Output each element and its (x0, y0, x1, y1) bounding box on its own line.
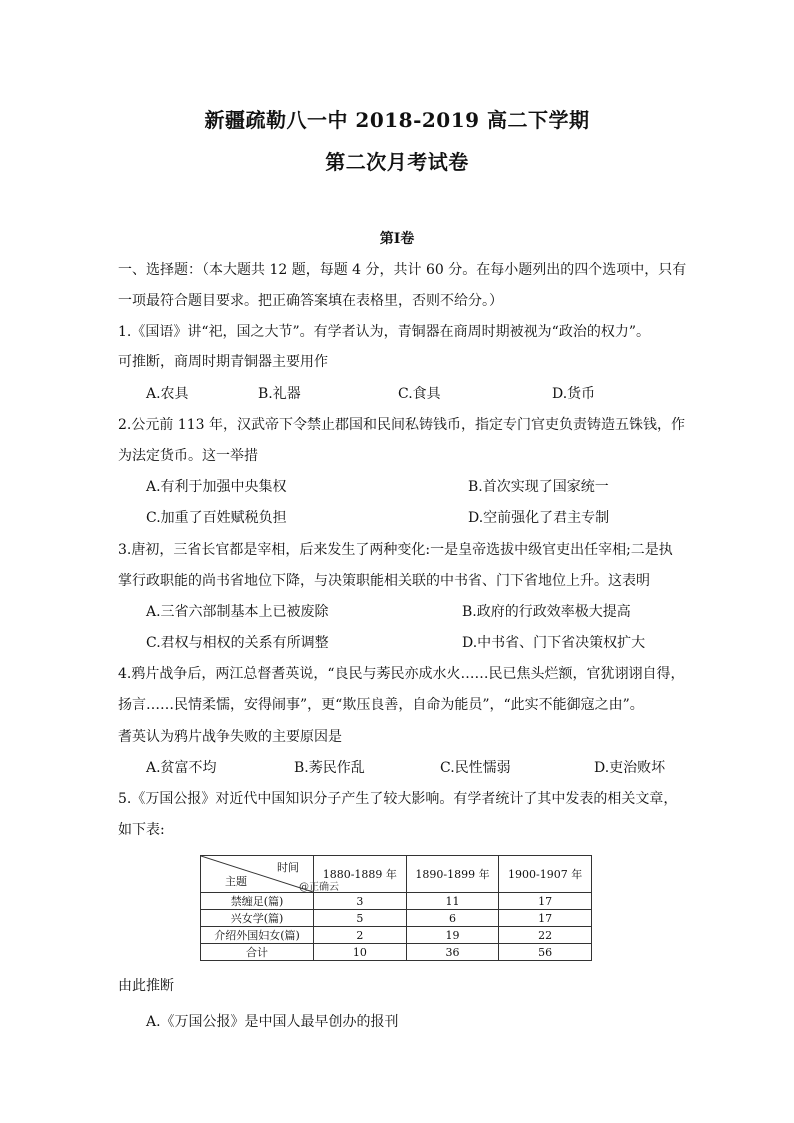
q5-option-a: A.《万国公报》是中国人最早创办的报刊 (146, 1014, 399, 1030)
watermark-text: @正确云 (299, 882, 339, 893)
table-cell: 36 (406, 944, 499, 961)
q1-option-d: D.货币 (552, 386, 596, 402)
q1-stem-line-1: 1.《国语》讲“祀，国之大节”。有学者认为，青铜器在商周时期被视为“政治的权力”。 (118, 324, 650, 340)
q4-option-a: A.贫富不均 (146, 760, 217, 776)
q4-option-d: D.吏治败坏 (594, 760, 666, 776)
table-column-header: 1880-1889 年 (314, 856, 407, 893)
instructions-line-1: 一、选择题：（本大题共 12 题，每题 4 分，共计 60 分。在每小题列出的四个选项中，只有 (118, 262, 687, 278)
q4-stem-line-3: 耆英认为鸦片战争失败的主要原因是 (118, 729, 342, 745)
table-row (201, 910, 592, 927)
table-row-label: 介绍外国妇女(篇) (201, 927, 314, 944)
table-header-row (201, 856, 592, 893)
table-cell: 2 (314, 927, 407, 944)
table-row-label: 合计 (201, 944, 314, 961)
q4-stem-line-1: 4.鸦片战争后，两江总督耆英说，“良民与莠民亦成水火……民已焦头烂额，官犹诩诩自得， (118, 666, 685, 682)
table-cell: 5 (314, 910, 407, 927)
q4-option-b: B.莠民作乱 (294, 760, 365, 776)
q2-option-c: C.加重了百姓赋税负担 (146, 510, 287, 526)
q5-stem-line-1: 5.《万国公报》对近代中国知识分子产生了较大影响。有学者统计了其中发表的相关文章， (118, 791, 678, 807)
exam-title: 新疆疏勒八一中 2018-2019 高二下学期 (204, 108, 590, 132)
q1-option-a: A.农具 (146, 386, 189, 402)
q3-option-a: A.三省六部制基本上已被废除 (146, 604, 329, 620)
q4-stem-line-2: 扬言……民情柔懦，安得闹事”，更“欺压良善，自命为能员”，“此实不能御寇之由”。 (118, 697, 644, 713)
q1-stem-line-2: 可推断，商周时期青铜器主要用作 (118, 354, 328, 370)
table-column-header: 1900-1907 年 (499, 856, 592, 893)
q2-option-b: B.首次实现了国家统一 (468, 479, 609, 495)
table-row (201, 893, 592, 910)
table-corner-cell (201, 856, 339, 893)
table-row (201, 944, 592, 961)
q2-stem-line-1: 2.公元前 113 年，汉武帝下令禁止郡国和民间私铸钱币，指定专门官吏负责铸造五铢钱，作 (118, 417, 685, 433)
table-cell: 17 (499, 893, 592, 910)
table-cell: 11 (406, 893, 499, 910)
table-cell: 19 (406, 927, 499, 944)
q1-option-b: B.礼器 (258, 386, 301, 402)
q2-option-d: D.空前强化了君主专制 (468, 510, 610, 526)
table-column-header: 1890-1899 年 (406, 856, 499, 893)
q2-option-a: A.有利于加强中央集权 (146, 479, 287, 495)
q5-inference-prompt: 由此推断 (118, 978, 174, 994)
table-row (201, 927, 592, 944)
q3-stem-line-1: 3.唐初，三省长官都是宰相，后来发生了两种变化:一是皇帝选拔中级官吏出任宰相;二是执 (118, 542, 673, 558)
q5-statistics-table (200, 855, 592, 961)
q3-stem-line-2: 掌行政职能的尚书省地位下降，与决策职能相关联的中书省、门下省地位上升。这表明 (118, 573, 650, 589)
section-label: 第Ⅰ卷 (379, 231, 415, 247)
table-cell: 6 (406, 910, 499, 927)
instructions-line-2: 一项最符合题目要求。把正确答案填在表格里，否则不给分。） (118, 293, 503, 309)
table-cell: 17 (499, 910, 592, 927)
corner-label-topic: 主题 (225, 875, 247, 888)
q3-option-c: C.君权与相权的关系有所调整 (146, 635, 329, 651)
q5-stem-line-2: 如下表: (118, 822, 165, 838)
q4-option-c: C.民性懦弱 (440, 760, 511, 776)
table-cell: 3 (314, 893, 407, 910)
table-cell: 10 (314, 944, 407, 961)
q2-stem-line-2: 为法定货币。这一举措 (118, 448, 258, 464)
q3-option-b: B.政府的行政效率极大提高 (462, 604, 631, 620)
q1-option-c: C.食具 (398, 386, 441, 402)
exam-subtitle: 第二次月考试卷 (325, 150, 469, 174)
table-row-label: 禁缠足(篇) (201, 893, 314, 910)
table-cell: 56 (499, 944, 592, 961)
q3-option-d: D.中书省、门下省决策权扩大 (462, 635, 646, 651)
corner-label-time: 时间 (277, 861, 299, 874)
table-row-label: 兴女学(篇) (201, 910, 314, 927)
table-cell: 22 (499, 927, 592, 944)
